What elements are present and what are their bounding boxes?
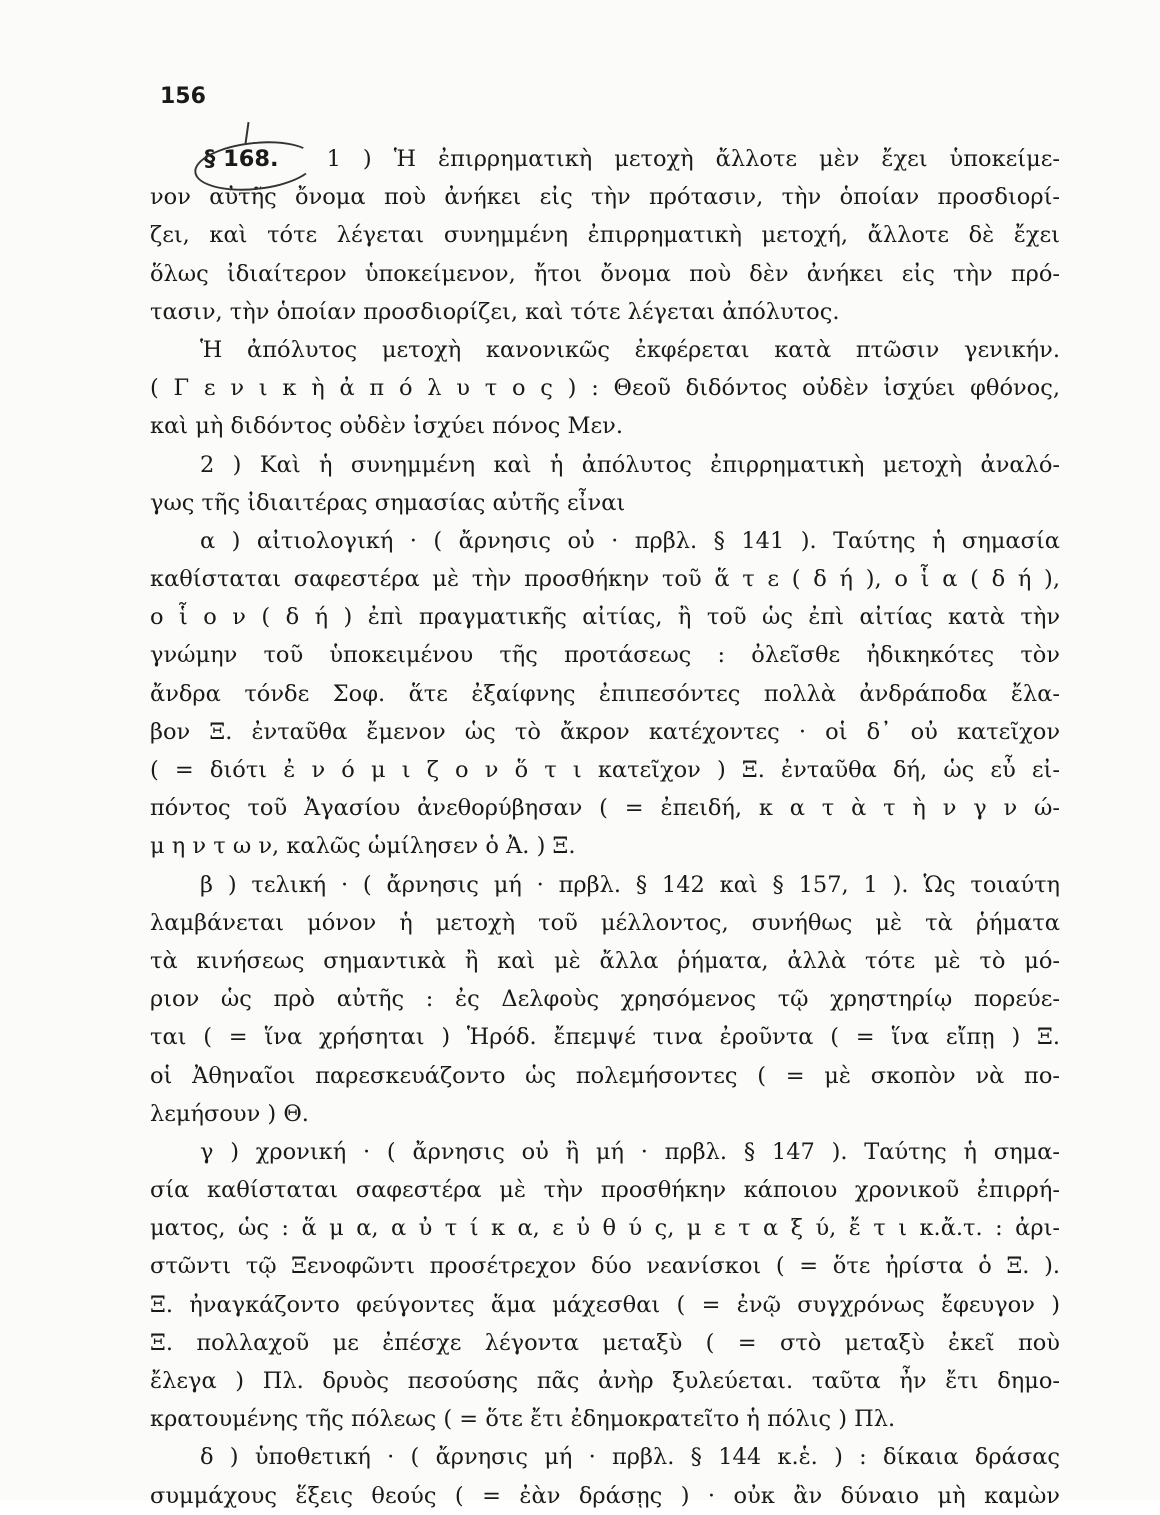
text-line: καὶ μὴ διδόντος οὐδὲν ἰσχύει πόνος Μεν. — [150, 413, 624, 440]
text-line: ( = διότι ἐ ν ό μ ι ζ ο ν ὅ τ ι κατεῖχον ) Ξ. ἐνταῦθα δή, ὡς εὖ εἰ- — [150, 757, 1060, 783]
text-line: οἱ Ἀθηναῖοι παρεσκευάζοντο ὡς πολεμήσοντες ( = μὲ σκοπὸν νὰ πο- — [150, 1062, 1060, 1089]
text-line: Ξ. πολλαχοῦ με ἐπέσχε λέγοντα μεταξὺ ( = στὸ μεταξὺ ἐκεῖ ποὺ — [150, 1329, 1060, 1356]
text-line: λαμβάνεται μόνον ἡ μετοχὴ τοῦ μέλλοντος, συνήθως μὲ τὰ ῥήματα — [150, 909, 1060, 936]
text-line: ἄνδρα τόνδε Σοφ. ἅτε ἐξαίφνης ἐπιπεσόντες πολλὰ ἀνδράποδα ἔλα- — [150, 680, 1060, 707]
text-line: 2 ) Καὶ ἡ συνημμένη καὶ ἡ ἀπόλυτος ἐπιρρηματικὴ μετοχὴ ἀναλό- — [200, 451, 1060, 478]
text-line: μ η ν τ ω ν, καλῶς ὡμίλησεν ὁ Ἀ. ) Ξ. — [150, 833, 576, 860]
text-line: ται ( = ἵνα χρήσηται ) Ἡρόδ. ἔπεμψέ τινα ἐροῦντα ( = ἵνα εἴπῃ ) Ξ. — [150, 1024, 1060, 1051]
text-line: ἔλεγα ) Πλ. δρυὸς πεσούσης πᾶς ἀνὴρ ξυλεύεται. ταῦτα ἦν ἔτι δημο- — [150, 1368, 1060, 1394]
body-text — [150, 140, 1060, 1515]
text-line: γνώμην τοῦ ὑποκειμένου τῆς προτάσεως : ὀλεῖσθε ἠδικηκότες τὸν — [150, 642, 1060, 669]
text-line: ριον ὡς πρὸ αὐτῆς : ἐς Δελφοὺς χρησόμενος τῷ χρηστηρίῳ πορεύε- — [150, 986, 1060, 1013]
text-line: α ) αἰτιολογική · ( ἄρνησις οὐ · πρβλ. § 141 ). Ταύτης ἡ σημασία — [200, 527, 1060, 554]
text-line: στῶντι τῷ Ξενοφῶντι προσέτρεχον δύο νεανίσκοι ( = ὅτε ἠρίστα ὁ Ξ. ). — [150, 1253, 1060, 1280]
text-line: Ξ. ἠναγκάζοντο φεύγοντες ἅμα μάχεσθαι ( = ἐνῷ συγχρόνως ἔφευγον ) — [150, 1291, 1060, 1318]
text-line: πόντος τοῦ Ἀγασίου ἀνεθορύβησαν ( = ἐπειδή, κ α τ ὰ τ ὴ ν γ ν ώ- — [150, 795, 1060, 822]
text-line: ο ἷ ο ν ( δ ή ) ἐπὶ πραγματικῆς αἰτίας, ἢ τοῦ ὡς ἐπὶ αἰτίας κατὰ τὴν — [150, 604, 1060, 631]
section-marker: § 168. — [200, 140, 283, 178]
text-line: βον Ξ. ἐνταῦθα ἔμενον ὡς τὸ ἄκρον κατέχοντες · οἱ δ᾽ οὐ κατεῖχον — [150, 718, 1060, 745]
text-line: γ ) χρονική · ( ἄρνησις οὐ ἢ μή · πρβλ. § 147 ). Ταύτης ἡ σημα- — [200, 1138, 1060, 1165]
text-line: § 168. 1 ) Ἡ ἐπιρρηματικὴ μετοχὴ ἄλλοτε μὲν ἔχει ὑποκείμε- — [150, 140, 1060, 178]
text-line: β ) τελική · ( ἄρνησις μή · πρβλ. § 142 καὶ § 157, 1 ). Ὡς τοιαύτη — [200, 871, 1060, 898]
text-line: σία καθίσταται σαφεστέρα μὲ τὴν προσθήκην κάποιου χρονικοῦ ἐπιρρή- — [150, 1177, 1060, 1204]
text-line: δ ) ὑποθετική · ( ἄρνησις μή · πρβλ. § 144 κ.ἑ. ) : δίκαια δράσας — [200, 1444, 1060, 1471]
text-line: κρατουμένης τῆς πόλεως ( = ὅτε ἔτι ἐδημοκρατεῖτο ἡ πόλις ) Πλ. — [150, 1406, 896, 1433]
text-line: συμμάχους ἕξεις θεούς ( = ἐὰν δράσῃς ) · οὐκ ἂν δύναιο μὴ καμὼν — [150, 1482, 1060, 1509]
text-line: τὰ κινήσεως σημαντικὰ ἢ καὶ μὲ ἄλλα ῥήματα, ἀλλὰ τότε μὲ τὸ μό- — [150, 947, 1060, 974]
text-line: ζει, καὶ τότε λέγεται συνημμένη ἐπιρρηματικὴ μετοχή, ἄλλοτε δὲ ἔχει — [150, 222, 1060, 249]
text-line: καθίσταται σαφεστέρα μὲ τὴν προσθήκην τοῦ ἅ τ ε ( δ ή ), ο ἷ α ( δ ή ), — [150, 566, 1060, 593]
text-line: ματος, ὡς : ἅ μ α, α ὐ τ ί κ α, ε ὐ θ ύ ς, μ ε τ α ξ ύ, ἔ τ ι κ.ἄ.τ. : ἀρι- — [150, 1215, 1060, 1242]
page-number: 156 — [160, 84, 206, 109]
text-line: λεμήσουν ) Θ. — [150, 1100, 309, 1127]
text-line: τασιν, τὴν ὁποίαν προσδιορίζει, καὶ τότε λέγεται ἀπόλυτος. — [150, 298, 840, 325]
text-line: γως τῆς ἰδιαιτέρας σημασίας αὐτῆς εἶναι — [150, 489, 626, 516]
text-line: ὅλως ἰδιαίτερον ὑποκείμενον, ἤτοι ὄνομα ποὺ δὲν ἀνήκει εἰς τὴν πρό- — [150, 260, 1060, 287]
text-line: νον αὐτῆς ὄνομα ποὺ ἀνήκει εἰς τὴν πρότασιν, τὴν ὁποίαν προσδιορί- — [150, 184, 1060, 211]
text-line: ( Γ ε ν ι κ ὴ ἀ π ό λ υ τ ο ς ) : Θεοῦ διδόντος οὐδὲν ἰσχύει φθόνος, — [150, 375, 1060, 402]
text-line: Ἡ ἀπόλυτος μετοχὴ κανονικῶς ἐκφέρεται κατὰ πτῶσιν γενικήν. — [200, 336, 1060, 363]
